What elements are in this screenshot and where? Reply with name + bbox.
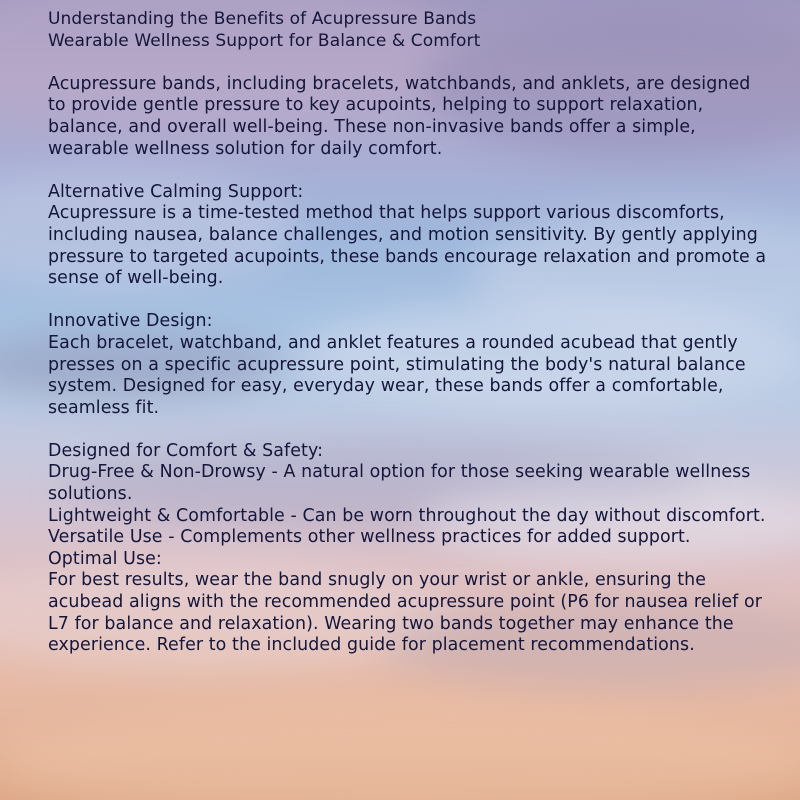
list-item-lightweight: Lightweight & Comfortable - Can be worn throughout the day without discomfort. [48, 505, 766, 526]
list-item-versatile: Versatile Use - Complements other wellness practices for added support. [48, 527, 691, 548]
section-body-design: Each bracelet, watchband, and anklet features a rounded acubead that gently presses on a specific acupressure point, stimulating the body's natural balance system. Designed for easy, everyday wear, these bands offer a comfortable, seamless fit. [48, 332, 746, 418]
document-body [48, 9, 768, 657]
cloud [0, 700, 800, 800]
document-subtitle: Wearable Wellness Support for Balance & Comfort [48, 30, 481, 51]
list-item-drug-free: Drug-Free & Non-Drowsy - A natural option for those seeking wearable wellness solutions. [48, 462, 751, 505]
intro-paragraph: Acupressure bands, including bracelets, watchbands, and anklets, are designed to provide gentle pressure to key acupoints, helping to support relaxation, balance, and overall well-being. These non-invasive bands offer a simple, wearable wellness solution for daily comfort. [48, 73, 751, 159]
section-body-optimal-use: For best results, wear the band snugly on your wrist or ankle, ensuring the acubead aligns with the recommended acupressure point (P6 for nausea relief or L7 for balance and relaxation). Wearing two bands together may enhance the experience. Refer to the included guide for placement recommendations. [48, 570, 763, 656]
section-heading-optimal-use: Optimal Use: [48, 548, 162, 569]
section-heading-calming: Alternative Calming Support: [48, 181, 304, 202]
section-heading-comfort-safety: Designed for Comfort & Safety: [48, 440, 324, 461]
section-heading-design: Innovative Design: [48, 311, 213, 332]
document-title: Understanding the Benefits of Acupressure Bands [48, 9, 477, 29]
section-body-calming: Acupressure is a time-tested method that helps support various discomforts, including nausea, balance challenges, and motion sensitivity. By gently applying pressure to targeted acupoints, these bands encourage relaxation and promote a sense of well-being. [48, 203, 767, 289]
